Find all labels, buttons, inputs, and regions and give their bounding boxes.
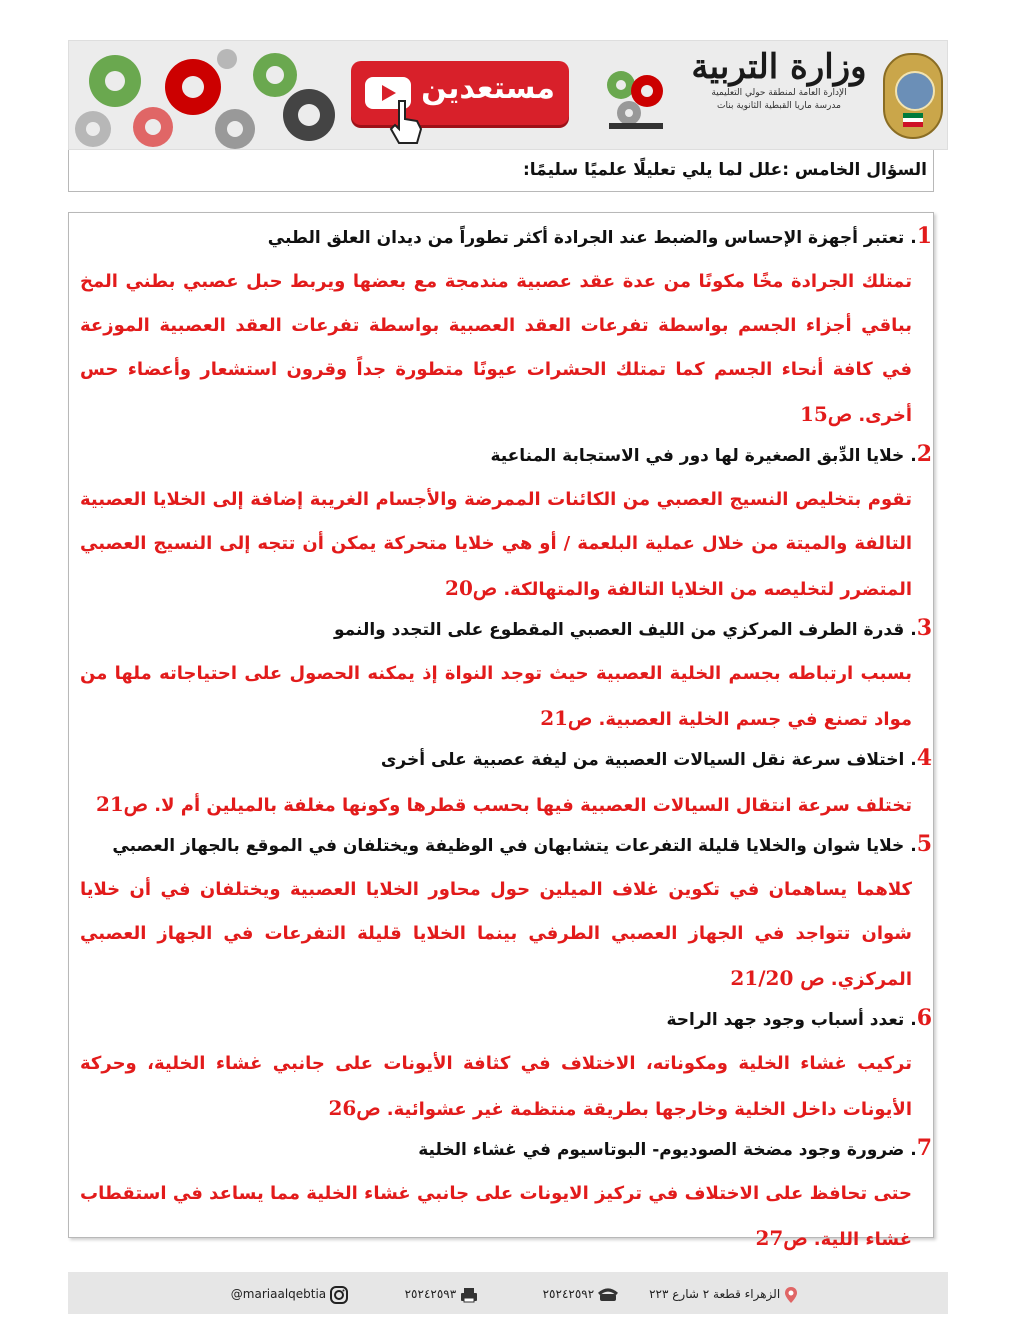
list-item xyxy=(80,612,932,742)
fax-icon xyxy=(460,1287,478,1303)
gears-decoration-icon xyxy=(75,45,345,149)
youtube-label: مستعدين xyxy=(421,71,555,106)
ministry-subtitle-2: مدرسة ماريا القبطية الثانوية بنات xyxy=(717,101,841,111)
footer-fax: ٢٥٢٤٢٥٩٣ xyxy=(405,1284,478,1304)
page-ref: ص15 xyxy=(800,402,853,426)
page-ref: ص26 xyxy=(328,1096,381,1120)
question-number: 6 xyxy=(916,1005,932,1031)
question-text: 4. اختلاف سرعة نقل السيالات العصبية من ليفة عصبية على أخرى xyxy=(380,745,932,771)
question-number: 5 xyxy=(916,831,932,857)
list-item xyxy=(80,438,932,612)
answer-text: تمتلك الجرادة مخًا مكونًا من عدة عقد عصبية مندمجة مع بعضها ويربط حبل عصبي بطني المخ بباقي أجزاء الجسم بواسطة تفرعات العقد العصبية بواسطة تفرعات العقد العصبية الموزعة في كافة أنحاء الجسم كما تمتلك الحشرات عيونًا متطورة جداً وقرون استشعار وأعضاء حس أخرى. ص15 xyxy=(80,271,912,426)
page-ref: ص 21/20 xyxy=(730,966,825,990)
questions-list xyxy=(80,220,932,1262)
ministry-block xyxy=(679,47,879,113)
question-text: 1. تعتبر أجهزة الإحساس والضبط عند الجرادة أكثر تطوراً من ديدان العلق الطبي xyxy=(267,223,932,249)
pointer-hand-icon xyxy=(387,99,427,145)
instagram-icon xyxy=(330,1286,348,1304)
ministry-subtitle-1: الإدارة العامة لمنطقة حولي التعليمية xyxy=(711,88,847,98)
page-ref: ص21 xyxy=(95,792,148,816)
question-number: 3 xyxy=(916,615,932,641)
answer-text: تركيب غشاء الخلية ومكوناته، الاختلاف في كثافة الأيونات على جانبي غشاء الخلية، وحركة الأيونات داخل الخلية وخارجها بطريقة منتظمة غير عشوائية. ص26 xyxy=(80,1053,912,1120)
answer-text: حتى تحافظ على الاختلاف في تركيز الايونات على جانبي غشاء الخلية مما يساعد في استقطاب غشاء اللية. ص27 xyxy=(80,1183,912,1250)
footer-instagram[interactable]: @mariaalqebtia xyxy=(231,1284,348,1304)
answer-text: كلاهما يساهمان في تكوين غلاف الميلين حول محاور الخلايا العصبية ويختلفان في أن خلايا شوان تتواجد في الجهاز العصبي الطرفي بينما الخلايا قليلة التفرعات في الجهاز العصبي المركزي. ص 21/20 xyxy=(80,879,912,990)
question-text: 7. ضرورة وجود مضخة الصوديوم- البوتاسيوم في غشاء الخلية xyxy=(418,1135,932,1161)
footer-phone: ٢٥٢٤٢٥٩٢ xyxy=(543,1284,618,1304)
phone-icon xyxy=(598,1288,618,1302)
school-logo-icon xyxy=(599,63,671,133)
answer-text: تختلف سرعة انتقال السيالات العصبية فيها بحسب قطرها وكونها مغلفة بالميلين أم لا. ص21 xyxy=(95,792,912,816)
list-item xyxy=(80,742,932,828)
question-number: 2 xyxy=(916,441,932,467)
list-item xyxy=(80,828,932,1002)
page-ref: ص27 xyxy=(755,1226,808,1250)
question-text: 5. خلايا شوان والخلايا قليلة التفرعات يتشابهان في الوظيفة ويختلفان في الموقع بالجهاز العصبي xyxy=(112,831,932,857)
page-ref: ص21 xyxy=(540,706,593,730)
question-number: 4 xyxy=(916,745,932,771)
answer-text: بسبب ارتباطه بجسم الخلية العصبية حيث توجد النواة إذ يمكنه الحصول على احتياجاته ملها من مواد تصنع في جسم الخلية العصبية. ص21 xyxy=(80,663,912,730)
footer-address: الزهراء قطعة ٢ شارع ٢٢٣ xyxy=(649,1284,798,1304)
page-ref: ص20 xyxy=(445,576,498,600)
youtube-channel-button[interactable] xyxy=(351,61,569,125)
list-item xyxy=(80,220,932,438)
question-text: 2. خلايا الدِّبق الصغيرة لها دور في الاستجابة المناعية xyxy=(490,441,932,467)
kuwait-emblem-icon xyxy=(883,53,943,139)
list-item xyxy=(80,1002,932,1132)
list-item xyxy=(80,1132,932,1262)
answer-text: تقوم بتخليص النسيج العصبي من الكائنات الممرضة والأجسام الغريبة إضافة إلى الخلايا العصبية التالفة والميتة من خلال عملية البلعمة / أو هي خلايا متحركة يمكن أن تتجه إلى النسيج العصبي المتضرر لتخليصه من الخلايا التالفة والمتهالكة. ص20 xyxy=(80,489,912,600)
question-number: 7 xyxy=(916,1135,932,1161)
header-banner xyxy=(68,40,948,150)
question-text: 3. قدرة الطرف المركزي من الليف العصبي المقطوع على التجدد والنمو xyxy=(333,615,932,641)
ministry-title: وزارة التربية xyxy=(691,47,867,87)
question-text: 6. تعدد أسباب وجود جهد الراحة xyxy=(666,1005,932,1031)
footer-bar xyxy=(68,1272,948,1314)
location-pin-icon xyxy=(784,1286,798,1304)
question-title: السؤال الخامس :علل لما يلي تعليلًا علميًا سليمًا: xyxy=(68,150,934,192)
question-number: 1 xyxy=(916,223,932,249)
